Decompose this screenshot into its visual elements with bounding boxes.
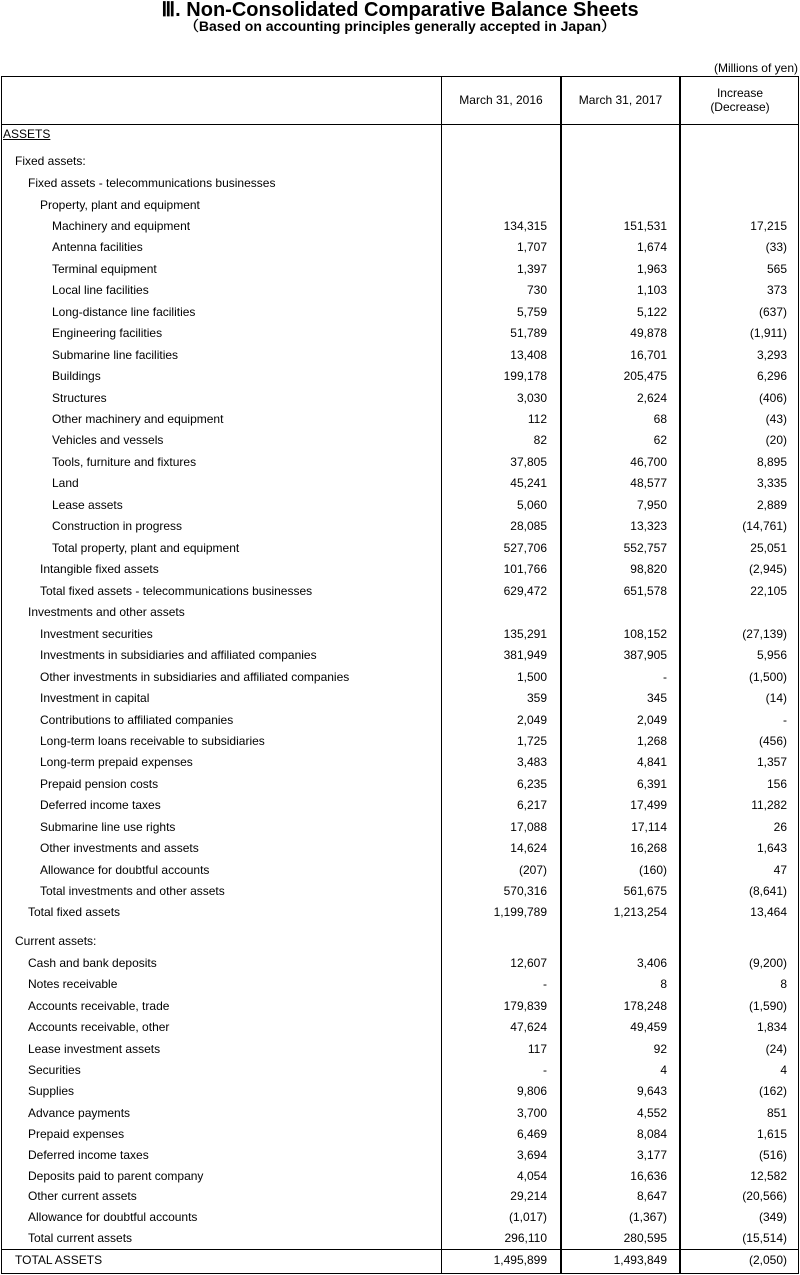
row-value-v1: 47,624 [510, 1020, 547, 1034]
row-label: Other investments in subsidiaries and affiliated companies [40, 670, 350, 684]
row-value-v1: 1,500 [516, 670, 547, 684]
row-label: Long-term prepaid expenses [40, 755, 193, 769]
row-value-v2: 4,552 [636, 1106, 667, 1120]
row-label: Investment in capital [40, 691, 150, 705]
row-value-v1: 45,241 [510, 476, 547, 490]
row-label: Prepaid pension costs [40, 777, 159, 791]
table-row [0, 151, 800, 171]
row-value-v2: 2,624 [636, 391, 667, 405]
row-value-v2: 16,701 [630, 348, 667, 362]
row-value-v1: 179,839 [503, 999, 547, 1013]
row-value-v3: (516) [758, 1148, 787, 1162]
row-value-v3: (8,641) [748, 884, 787, 898]
row-value-v2: 552,757 [623, 541, 667, 555]
row-value-v3: 3,335 [756, 476, 787, 490]
row-value-v2: 3,177 [636, 1148, 667, 1162]
row-value-v1: 381,949 [503, 648, 547, 662]
row-value-v3: 2,889 [756, 498, 787, 512]
row-value-v1: 1,495,899 [493, 1253, 547, 1267]
row-value-v2: 1,268 [636, 734, 667, 748]
row-value-v3: (637) [758, 305, 787, 319]
row-value-v1: 2,049 [516, 713, 547, 727]
row-value-v3: 156 [766, 777, 787, 791]
row-value-v1: 13,408 [510, 348, 547, 362]
row-label: Tools, furniture and fixtures [52, 455, 197, 469]
row-label: Fixed assets: [15, 154, 86, 168]
row-label: Securities [28, 1063, 81, 1077]
column-header-change-line1: Increase [716, 86, 763, 100]
row-value-v1: 4,054 [516, 1169, 547, 1183]
row-value-v3: 25,051 [750, 541, 787, 555]
row-value-v3: (9,200) [748, 956, 787, 970]
row-value-v1: 296,110 [504, 1231, 547, 1245]
row-label: Submarine line facilities [52, 348, 179, 362]
row-label: Structures [52, 391, 107, 405]
row-label: Buildings [52, 369, 101, 383]
table-row [0, 302, 800, 322]
row-label: Land [52, 476, 79, 490]
row-value-v1: 570,316 [503, 884, 547, 898]
row-value-v3: 1,834 [756, 1020, 787, 1034]
row-value-v2: 49,878 [630, 326, 667, 340]
row-value-v2: 561,675 [623, 884, 667, 898]
row-value-v2: 49,459 [630, 1020, 667, 1034]
table-row [0, 645, 800, 665]
table-row [0, 710, 800, 730]
row-value-v1: 1,397 [516, 262, 547, 276]
row-value-v2: 4,841 [636, 755, 667, 769]
row-value-v3: 11,282 [751, 798, 787, 812]
row-value-v3: 1,615 [756, 1127, 787, 1141]
page-subtitle: （Based on accounting principles generally accepted in Japan） [184, 18, 616, 34]
row-label: Cash and bank deposits [28, 956, 157, 970]
row-label: Total investments and other assets [40, 884, 225, 898]
row-value-v1: 3,483 [516, 755, 547, 769]
table-row [0, 838, 800, 858]
row-value-v1: 37,805 [510, 455, 547, 469]
row-label: Local line facilities [52, 283, 149, 297]
table-row [0, 667, 800, 687]
table-row [0, 581, 800, 601]
row-value-v3: 3,293 [756, 348, 787, 362]
row-label: Construction in progress [52, 519, 183, 533]
row-label: Long-distance line facilities [52, 305, 196, 319]
table-row [0, 216, 800, 236]
table-row [0, 1166, 800, 1186]
row-value-v2: 5,122 [636, 305, 667, 319]
row-value-v1: 3,030 [516, 391, 547, 405]
row-label: TOTAL ASSETS [15, 1253, 103, 1267]
row-value-v1: 359 [526, 691, 547, 705]
row-value-v2: - [663, 670, 667, 684]
row-value-v1: - [543, 1063, 547, 1077]
row-label: Deferred income taxes [28, 1148, 149, 1162]
row-value-v3: (20,566) [742, 1189, 787, 1203]
row-value-v3: (27,139) [742, 627, 787, 641]
table-row [0, 1207, 800, 1227]
row-value-v2: 62 [653, 433, 667, 447]
row-value-v1: 6,469 [516, 1127, 547, 1141]
row-value-v3: (1,911) [749, 326, 787, 340]
row-value-v3: 565 [766, 262, 787, 276]
row-value-v3: 12,582 [750, 1169, 787, 1183]
row-value-v1: (1,017) [508, 1210, 547, 1224]
row-value-v2: 151,531 [623, 219, 667, 233]
row-value-v1: 82 [533, 433, 547, 447]
row-value-v1: - [543, 977, 547, 991]
table-row [0, 1103, 800, 1123]
column-header-change-line2: (Decrease) [710, 100, 770, 114]
row-label: Other current assets [28, 1189, 137, 1203]
row-value-v1: 101,766 [503, 562, 547, 576]
row-value-v2: 2,049 [636, 713, 667, 727]
row-value-v3: 13,464 [750, 905, 787, 919]
row-value-v1: 112 [527, 412, 547, 426]
table-row [0, 452, 800, 472]
row-label: Investments in subsidiaries and affiliated companies [40, 648, 317, 662]
table-row [0, 881, 800, 901]
table-row [0, 559, 800, 579]
table-row [0, 795, 800, 815]
row-label: Total fixed assets [28, 905, 121, 919]
row-value-v3: 1,357 [756, 755, 787, 769]
row-value-v2: 17,499 [630, 798, 667, 812]
row-value-v2: 16,268 [630, 841, 667, 855]
row-label: Deferred income taxes [40, 798, 161, 812]
row-value-v3: (24) [765, 1042, 787, 1056]
row-label: Total current assets [28, 1231, 133, 1245]
row-label: Deposits paid to parent company [28, 1169, 204, 1183]
row-label: Long-term loans receivable to subsidiaries [40, 734, 265, 748]
row-value-v1: 1,707 [516, 240, 547, 254]
column-header-2017: March 31, 2017 [578, 93, 663, 107]
table-row [0, 902, 800, 922]
table-row [0, 259, 800, 279]
row-value-v2: 48,577 [630, 476, 667, 490]
table-row [0, 1124, 800, 1144]
table-row [0, 1039, 800, 1059]
row-label: Machinery and equipment [52, 219, 191, 233]
row-label: Total fixed assets - telecommunications businesses [40, 584, 313, 598]
row-label: Allowance for doubtful accounts [28, 1210, 198, 1224]
table-row [0, 495, 800, 515]
table-row [0, 430, 800, 450]
row-value-v1: 5,060 [516, 498, 547, 512]
row-value-v3: 8 [780, 977, 787, 991]
row-value-v2: 1,674 [636, 240, 667, 254]
row-value-v2: 17,114 [631, 820, 667, 834]
row-value-v2: 280,595 [623, 1231, 667, 1245]
row-value-v2: 8,084 [636, 1127, 667, 1141]
row-value-v3: 8,895 [756, 455, 787, 469]
row-value-v1: 6,217 [516, 798, 547, 812]
row-label: Notes receivable [28, 977, 118, 991]
row-value-v3: (406) [758, 391, 787, 405]
table-row [0, 1228, 800, 1248]
row-label: Allowance for doubtful accounts [40, 863, 210, 877]
row-value-v1: 730 [526, 283, 547, 297]
table-row [0, 173, 800, 193]
row-value-v3: 47 [773, 863, 787, 877]
row-label: Investments and other assets [28, 605, 185, 619]
row-label: Supplies [28, 1084, 75, 1098]
row-value-v3: (1,500) [748, 670, 787, 684]
row-value-v3: (14) [765, 691, 787, 705]
row-value-v3: 4 [780, 1063, 787, 1077]
row-label: Property, plant and equipment [40, 198, 200, 212]
row-value-v3: - [783, 713, 787, 727]
row-label: Intangible fixed assets [40, 562, 159, 576]
row-value-v1: 14,624 [510, 841, 547, 855]
row-value-v2: 16,636 [630, 1169, 667, 1183]
row-value-v1: 135,291 [503, 627, 547, 641]
row-label: Vehicles and vessels [52, 433, 164, 447]
row-value-v3: 373 [766, 283, 787, 297]
table-row [0, 974, 800, 994]
row-value-v3: (2,945) [748, 562, 787, 576]
table-row [0, 602, 800, 622]
row-value-v1: (207) [518, 863, 547, 877]
row-label: Engineering facilities [52, 326, 163, 340]
row-value-v2: 1,963 [636, 262, 667, 276]
row-value-v2: 178,248 [623, 999, 667, 1013]
row-value-v2: 8,647 [636, 1189, 667, 1203]
row-label: Advance payments [28, 1106, 131, 1120]
row-label: Submarine line use rights [40, 820, 176, 834]
table-row [0, 323, 800, 343]
row-value-v2: 4 [660, 1063, 667, 1077]
row-label: Lease investment assets [28, 1042, 161, 1056]
row-value-v2: 387,905 [623, 648, 667, 662]
row-value-v2: 6,391 [636, 777, 667, 791]
table-row [0, 1186, 800, 1206]
row-label: Other investments and assets [40, 841, 199, 855]
row-value-v2: 46,700 [630, 455, 667, 469]
row-value-v1: 629,472 [503, 584, 547, 598]
row-value-v3: 851 [766, 1106, 787, 1120]
row-value-v3: (43) [765, 412, 787, 426]
row-value-v2: 13,323 [630, 519, 667, 533]
row-value-v3: (2,050) [748, 1253, 787, 1267]
row-label: Terminal equipment [52, 262, 157, 276]
table-row [0, 1250, 800, 1270]
row-value-v3: 22,105 [750, 584, 787, 598]
row-label: Accounts receivable, trade [28, 999, 170, 1013]
table-row [0, 345, 800, 365]
page-title: Ⅲ. Non-Consolidated Comparative Balance Sheets [161, 0, 639, 21]
table-row [0, 624, 800, 644]
row-label: Investment securities [40, 627, 153, 641]
row-value-v1: 117 [527, 1042, 547, 1056]
row-value-v3: (162) [758, 1084, 787, 1098]
table-row [0, 860, 800, 880]
row-value-v2: 8 [660, 977, 667, 991]
row-label: Total property, plant and equipment [52, 541, 240, 555]
row-value-v1: 29,214 [510, 1189, 547, 1203]
row-value-v3: (14,761) [742, 519, 787, 533]
row-value-v1: 3,694 [516, 1148, 547, 1162]
table-row [0, 688, 800, 708]
row-value-v2: (160) [638, 863, 667, 877]
row-value-v3: (15,514) [742, 1231, 787, 1245]
column-header-2016: March 31, 2016 [459, 93, 543, 107]
table-row [0, 774, 800, 794]
row-value-v2: 205,475 [623, 369, 667, 383]
row-value-v1: 51,789 [510, 326, 547, 340]
row-value-v1: 6,235 [516, 777, 547, 791]
row-label: Fixed assets - telecommunications businesses [28, 176, 276, 190]
row-value-v2: 68 [653, 412, 667, 426]
row-value-v1: 199,178 [503, 369, 547, 383]
table-row [0, 237, 800, 257]
table-row [0, 752, 800, 772]
table-row [0, 1060, 800, 1080]
row-label: Antenna facilities [52, 240, 143, 254]
row-value-v2: 3,406 [636, 956, 667, 970]
row-value-v2: 98,820 [630, 562, 667, 576]
table-row [0, 366, 800, 386]
table-row [0, 1145, 800, 1165]
table-row [0, 931, 800, 951]
row-value-v1: 28,085 [510, 519, 547, 533]
row-value-v2: 7,950 [636, 498, 667, 512]
row-value-v1: 3,700 [516, 1106, 547, 1120]
table-row [0, 731, 800, 751]
row-value-v3: (1,590) [748, 999, 787, 1013]
row-value-v1: 134,315 [503, 219, 547, 233]
row-value-v3: 26 [773, 820, 787, 834]
row-value-v1: 9,806 [516, 1084, 547, 1098]
row-value-v2: 1,493,849 [613, 1253, 667, 1267]
row-value-v3: 1,643 [756, 841, 787, 855]
row-value-v1: 527,706 [503, 541, 547, 555]
row-value-v2: 345 [646, 691, 667, 705]
units-note: (Millions of yen) [713, 61, 798, 75]
table-row [0, 124, 800, 144]
table-row [0, 409, 800, 429]
row-label: Current assets: [15, 934, 97, 948]
row-value-v2: 1,103 [636, 283, 667, 297]
row-value-v3: (20) [765, 433, 787, 447]
row-value-v1: 12,607 [510, 956, 547, 970]
row-value-v2: (1,367) [628, 1210, 667, 1224]
table-row [0, 1017, 800, 1037]
row-value-v1: 1,199,789 [493, 905, 547, 919]
table-row [0, 195, 800, 215]
row-label: Lease assets [52, 498, 123, 512]
table-row [0, 516, 800, 536]
row-value-v2: 108,152 [623, 627, 667, 641]
row-value-v3: 17,215 [750, 219, 787, 233]
row-value-v2: 92 [653, 1042, 667, 1056]
table-row [0, 388, 800, 408]
row-value-v2: 651,578 [623, 584, 667, 598]
row-value-v1: 17,088 [510, 820, 547, 834]
row-value-v1: 1,725 [516, 734, 547, 748]
table-row [0, 280, 800, 300]
row-value-v2: 1,213,254 [613, 905, 667, 919]
table-row [0, 538, 800, 558]
table-row [0, 473, 800, 493]
row-label: Contributions to affiliated companies [40, 713, 234, 727]
row-label: Other machinery and equipment [52, 412, 224, 426]
row-value-v2: 9,643 [636, 1084, 667, 1098]
row-value-v3: 6,296 [756, 369, 787, 383]
row-label: Prepaid expenses [28, 1127, 125, 1141]
row-value-v3: (349) [758, 1210, 787, 1224]
table-row [0, 996, 800, 1016]
row-value-v1: 5,759 [516, 305, 547, 319]
table-row [0, 817, 800, 837]
row-value-v3: 5,956 [756, 648, 787, 662]
row-value-v3: (33) [765, 240, 787, 254]
row-label: Accounts receivable, other [28, 1020, 170, 1034]
table-row [0, 953, 800, 973]
table-row [0, 1081, 800, 1101]
row-label: ASSETS [3, 127, 51, 141]
row-value-v3: (456) [758, 734, 787, 748]
